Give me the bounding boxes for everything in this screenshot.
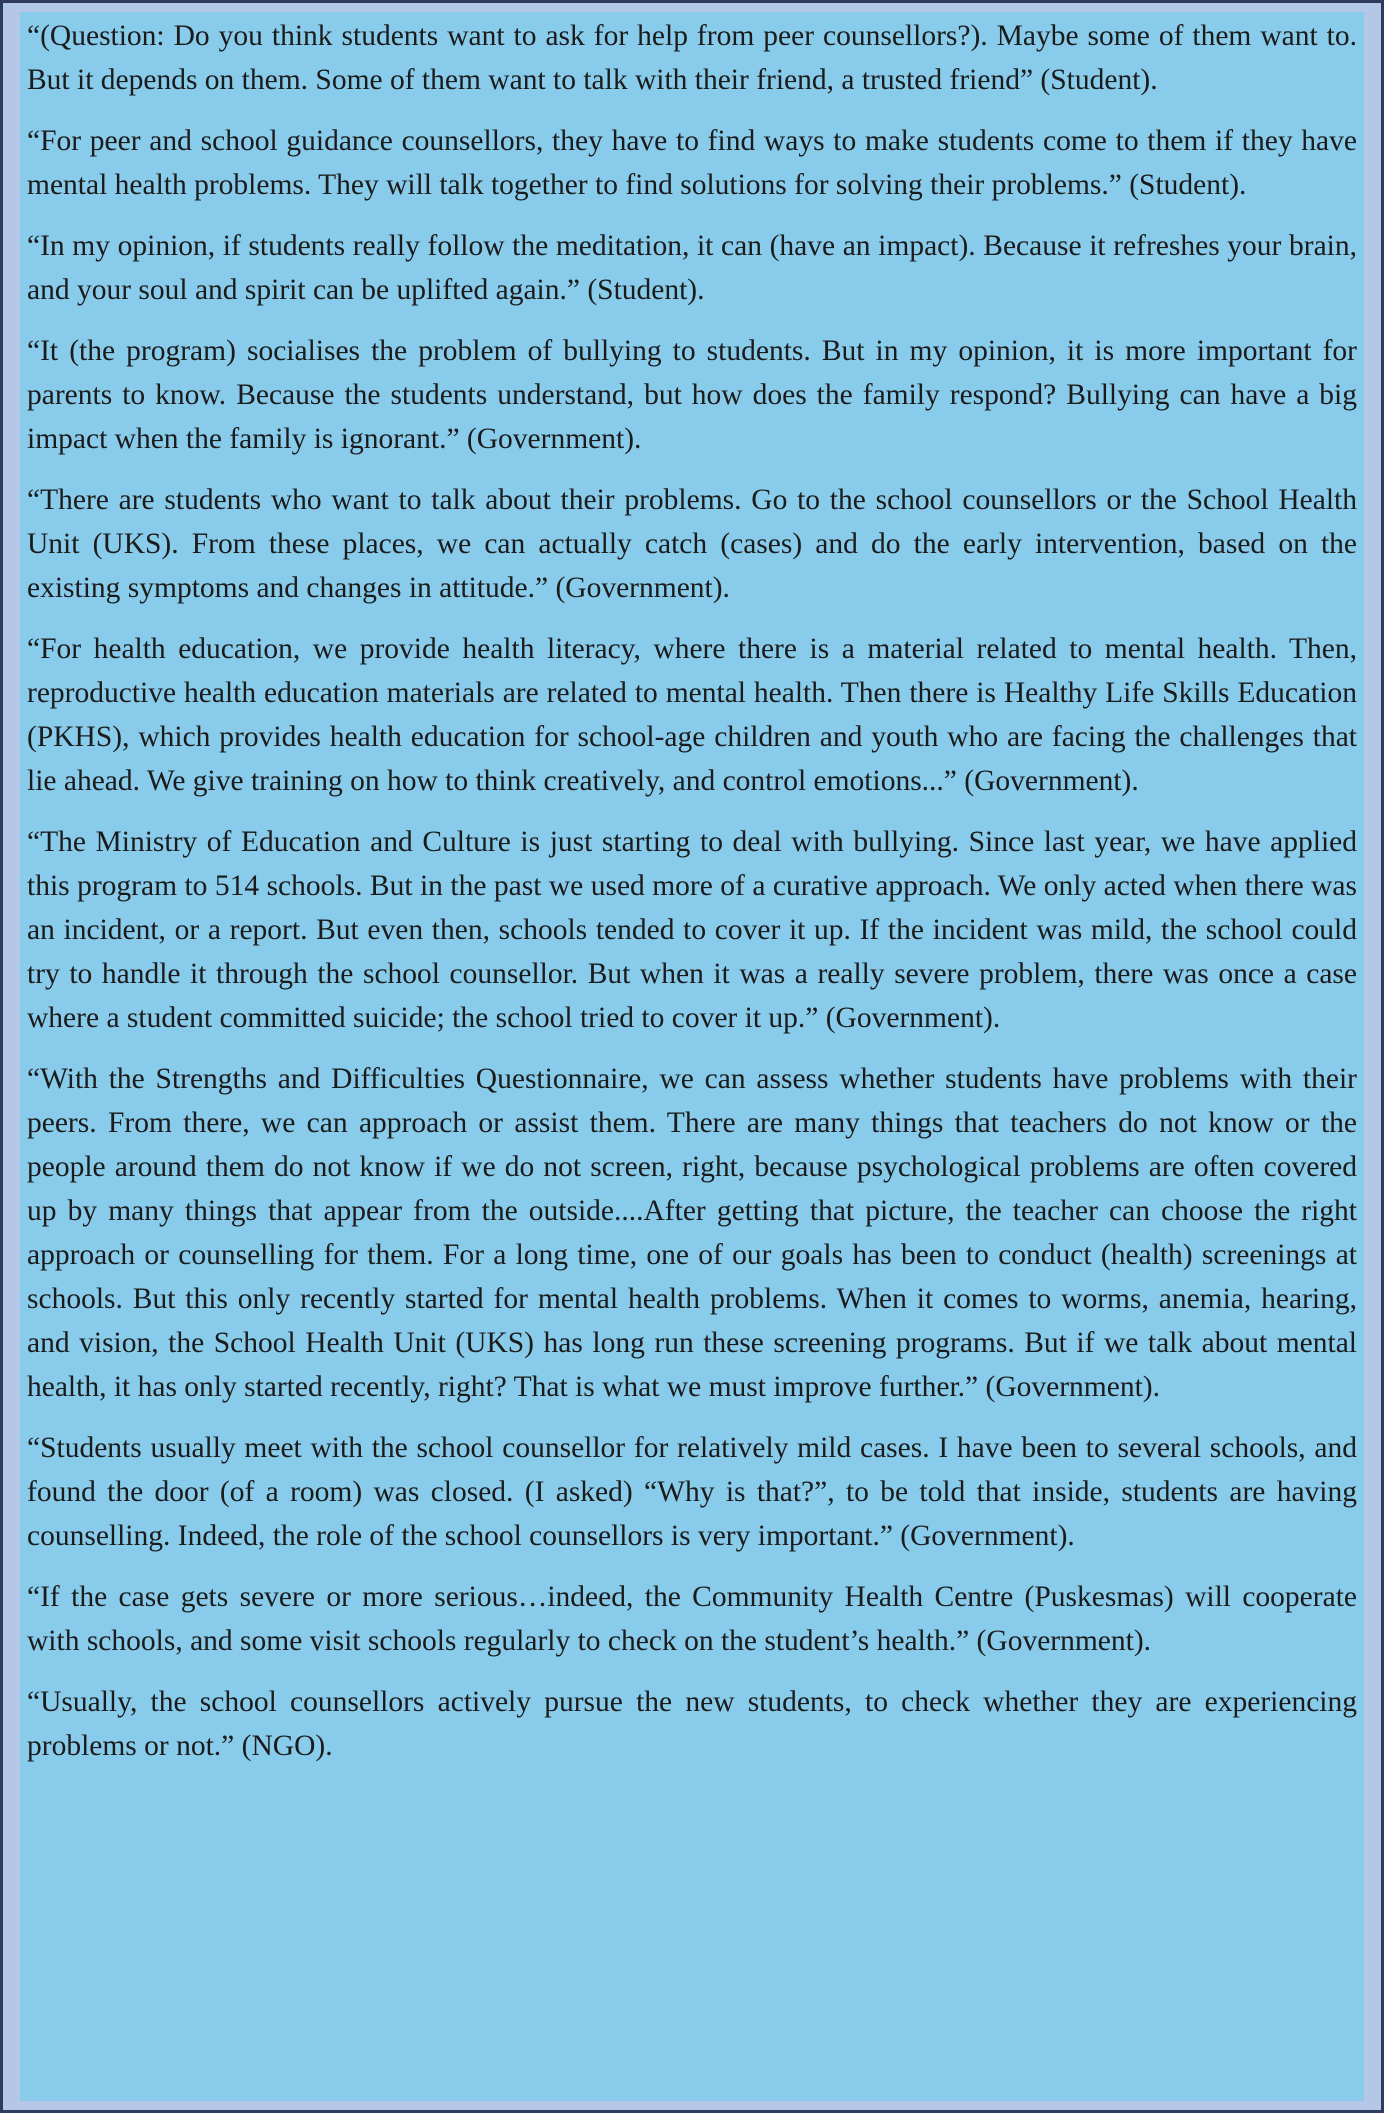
- quote-paragraph: “In my opinion, if students really follow the meditation, it can (have an impact). Because it refreshes your brain, and your soul and spirit can be uplifted again.” (Student).: [27, 230, 1357, 306]
- quote-paragraph: “The Ministry of Education and Culture is just starting to deal with bullying. Since last year, we have applied this program to 514 schools. But in the past we used more of a curative approach. We only acted when there was an incident, or a report. But even then, schools tended to cover it up. If the incident was mild, the school could try to handle it through the school counsellor. But when it was a really severe problem, there was once a case where a student committed suicide; the school tried to cover it up.” (Government).: [27, 826, 1357, 1034]
- quote-paragraph: “For health education, we provide health literacy, where there is a material related to mental health. Then, reproductive health education materials are related to mental health. Then there is Healthy Life Skills Education (PKHS), which provides health education for school-age children and youth who are facing the challenges that lie ahead. We give training on how to think creatively, and control emotions...” (Government).: [27, 633, 1357, 797]
- quote-paragraph: “There are students who want to talk about their problems. Go to the school counsellors or the School Health Unit (UKS). From these places, we can actually catch (cases) and do the early intervention, based on the existing symptoms and changes in attitude.” (Government).: [27, 484, 1357, 604]
- quote-paragraph: “(Question: Do you think students want to ask for help from peer counsellors?). Maybe some of them want to. But it depends on them. Some of them want to talk with their friend, a trusted friend” (Student).: [27, 20, 1357, 96]
- quote-paragraph: “If the case gets severe or more serious…indeed, the Community Health Centre (Puskesmas) will cooperate with schools, and some visit schools regularly to check on the student’s health.” (Government).: [27, 1581, 1357, 1657]
- quote-paragraph: “With the Strengths and Difficulties Questionnaire, we can assess whether students have problems with their peers. From there, we can approach or assist them. There are many things that teachers do not know or the people around them do not know if we do not screen, right, because psychological problems are often covered up by many things that appear from the outside....After getting that picture, the teacher can choose the right approach or counselling for them. For a long time, one of our goals has been to conduct (health) screenings at schools. But this only recently started for mental health problems. When it comes to worms, anemia, hearing, and vision, the School Health Unit (UKS) has long run these screening programs. But if we talk about mental health, it has only started recently, right? That is what we must improve further.” (Government).: [27, 1063, 1357, 1403]
- quote-panel: [20, 12, 1364, 2101]
- quote-paragraph: “For peer and school guidance counsellors, they have to find ways to make students come to them if they have mental health problems. They will talk together to find solutions for solving their problems.” (Student).: [27, 125, 1357, 201]
- quote-paragraph: “It (the program) socialises the problem of bullying to students. But in my opinion, it is more important for parents to know. Because the students understand, but how does the family respond? Bullying can have a big impact when the family is ignorant.” (Government).: [27, 335, 1357, 455]
- quote-paragraph: “Usually, the school counsellors actively pursue the new students, to check whether they are experiencing problems or not.” (NGO).: [27, 1686, 1357, 1762]
- quote-paragraph: “Students usually meet with the school counsellor for relatively mild cases. I have been to several schools, and found the door (of a room) was closed. (I asked) “Why is that?”, to be told that inside, students are having counselling. Indeed, the role of the school counsellors is very important.” (Government).: [27, 1432, 1357, 1552]
